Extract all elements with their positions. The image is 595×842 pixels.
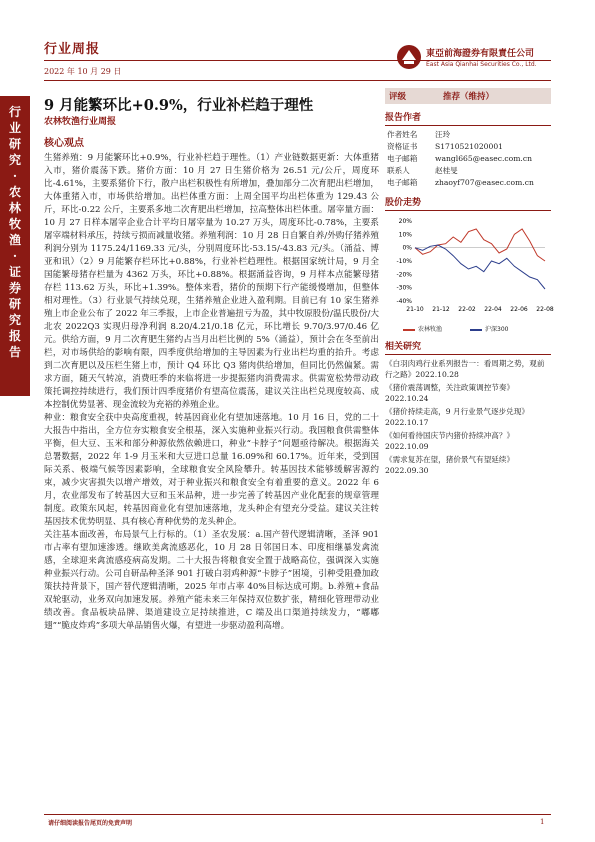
analyst-row — [385, 177, 551, 189]
x-tick-label: 21-10 — [406, 306, 424, 313]
analyst-row — [385, 129, 551, 141]
company-name-cn: 東亞前海證券有限責任公司 — [426, 49, 535, 59]
series-line — [415, 229, 545, 261]
analyst-row — [385, 153, 551, 165]
related-report-link[interactable]: 《如何看待国庆节内猪价持续冲高？》2022.10.09 — [385, 431, 515, 451]
analyst-field-label: 联系人 — [387, 166, 410, 175]
y-tick-label: 20% — [398, 218, 412, 225]
right-column — [385, 88, 554, 478]
page-number: 1 — [540, 818, 545, 826]
analyst-field-label: 资格证书 — [387, 142, 418, 151]
related-report-link[interactable]: 《猪价震荡调整，关注政策调控节奏》2022.10.24 — [385, 383, 515, 403]
related-heading: 相关研究 — [385, 339, 551, 355]
analyst-row — [385, 141, 551, 153]
series-line — [415, 245, 545, 289]
footer-disclaimer[interactable]: 请仔细阅读报告尾页的免责声明 — [48, 820, 133, 827]
legend-label: 沪深300 — [485, 326, 509, 333]
x-tick-label: 22-06 — [510, 306, 528, 313]
analyst-heading: 报告作者 — [385, 110, 551, 126]
report-subtitle: 农林牧渔行业周报 — [44, 117, 117, 127]
paragraph-seed: 种业：粮食安全获中央高度重视，转基因商业化有望加速落地。10 月 16 日，党的二十大报告中指出，全方位夯实粮食安全根基，深入实施种业振兴行动。我国粮食供需整体平衡，但大豆、玉米和部分种源依然依赖进口，种业“卡脖子”问题亟待解决。根据海关总署数据，2022 年 1-9 月玉米和大豆进口总量 16.09%和 60.17%。近年来，受到国际关系、极端气候等因素影响，全球粮食安全风险攀升。转基因技术能够缓解害源约束，减少灾害损失以增产增效，对于种业振兴和粮食安全有着重要的意义。2022 年 6 月，农业部发布了转基因大豆和玉米品种，进一步完善了转基因产业化配套的规章管理制度。政策东风起，转基因商业化有望加速落地，龙头种企有望充分受益。建议关注转基因技术优势明显、具有核心育种优势的龙头种企。 — [44, 413, 379, 527]
analyst-field-value[interactable]: wangl665@easec.com.cn — [435, 154, 532, 163]
legend-entry — [403, 326, 456, 333]
x-tick-label: 21-12 — [432, 306, 450, 313]
y-tick-label: -30% — [396, 284, 412, 292]
report-date: 2022 年 10 月 29 日 — [44, 67, 122, 76]
chart-legend — [403, 324, 536, 333]
paragraph-pig: 生猪养殖：9 月能繁环比+0.9%，行业补栏趋于理性。（1）产业链数据更新：大体重猪入市，猪价震荡下跌。猪价方面：10 月 27 日生猪价格为 26.51 元/公斤，周度环比-4.61%，主要系猪价下行，散户出栏积极性有所增加，叠加部分二次育肥出栏增加，大体重猪入市，市场供给增加。出栏体重方面：上周全国平均出栏体重为 129.43 公斤，环比-0.22 公斤，主要系多地二次育肥出栏增加，拉高整体出栏体重。屠宰量方面：10 月 27 日样本屠宰企业合计平均日屠宰量为 10.27 万头，周度环比-0.78%，主要系屠宰端材料承压，持续亏损而减量收猪。养殖利润：10 月 28 日自繁自养/外购仔猪养殖利润分别为 1175.24/1169.33 元/头，分别周度环比-53.15/-43.83 元/头。（涌益、博亚和讯）（2）9 月能繁存栏环比+0.88%，行业补栏趋理性。根据国家统计局，9 月全国能繁母猪存栏量为 4362 万头，环比+0.88%。根据涌益咨询，9 月样本点能繁母猪存栏 113.62 万头，环比+1.39%。整体来看，猪价的预期下行产能缓慢增加，但整体相对理性。（3）行业景气持续兑现，生猪养殖企业进入盈利期。目前已有 10 家生猪养殖上市企业公布了 2022 年三季报，上市企业普遍扭亏为盈，其中牧原股份/温氏股份/大北农 2022Q3 实现归母净利润 8.20/4.21/0.18 亿元，环比增长 9.70/3.97/0.46 亿元。供给方面，9 月二次育肥生猪约占当月出栏比例的 5%（涌益），预计会在冬至前出栏，对市场供给的影响有限，四季度供给增加的主导因素为行业出栏均重的抬升。考虑到二次育肥以及压栏生猪上市，预计 Q4 环比 Q3 猪肉供给增加，但同比仍然偏紧。需求方面，随天气转凉，消费旺季的来临将进一步提振猪肉消费需求。供需宽松势带动政策托调控持续进行，我们预计四季度猪价有望高位震荡，建议关注出栏兑现度较高、成本控制优势显著、现金流较为充裕的养殖企业。 — [44, 153, 379, 410]
y-tick-label: -20% — [396, 271, 412, 279]
x-tick-label: 22-08 — [536, 306, 554, 313]
header-title: 行业周报 — [44, 42, 101, 57]
chart-svg — [385, 215, 554, 321]
related-report-link[interactable]: 《需求复苏在望，猪价景气有望延续》2022.09.30 — [385, 455, 515, 475]
analyst-row — [385, 165, 551, 177]
analyst-field-value[interactable]: zhaoyf707@easec.com.cn — [435, 178, 534, 187]
y-tick-label: 0% — [402, 244, 412, 252]
header-rule-bottom — [44, 80, 551, 81]
analyst-field-label: 电子邮箱 — [387, 178, 418, 187]
analyst-field-value: S1710521020001 — [435, 142, 504, 151]
rating-label: 评级 — [389, 92, 407, 102]
rating-bar — [385, 88, 551, 104]
related-report-link[interactable]: 《猪价持续走高，9 月行业景气逐步兑现》2022.10.17 — [385, 407, 529, 427]
chart-heading: 股价走势 — [385, 195, 551, 211]
section-heading: 核心观点 — [44, 138, 84, 149]
related-report-link[interactable]: 《白羽肉鸡行业系列报告一：看周期之势，观前行之路》2022.10.28 — [385, 359, 545, 379]
x-tick-label: 22-02 — [458, 306, 476, 313]
paragraph-picks: 关注基本面改善，布局景气上行标的。（1）圣农发展：a.国产替代逻辑清晰，圣泽 901 市占率有望加速渗透。继欧美禽流感恶化，10 月 28 日邻国日本、印度相继暴发禽流感，全球迎来禽流感疫病高发期。二十大报告将粮食安全置于战略高位，强调深入实施种业振兴行动。公司自研品种圣泽 901 打破白羽鸡种源“卡脖子”困境，引种受阻叠加政策扶持背景下，国产替代逻辑清晰，2025 年市占率 40%目标达成可期。b.养殖+食品双轮驱动，业务双向加速发展。养殖产能未来三年保持双位数扩张，精细化管理带动业绩改善。食品板块品牌、渠道建设立足持续推进，C 端及出口渠道持续发力，“嘟嘟翅”“脆皮炸鸡”多项大单品销售火爆，有望进一步驱动盈利高增。 — [44, 530, 379, 631]
y-tick-label: -10% — [396, 258, 412, 265]
analyst-field-value: 汪玲 — [435, 130, 451, 139]
y-tick-label: -40% — [396, 298, 412, 305]
analyst-field-label: 电子邮箱 — [387, 154, 418, 163]
related-list — [385, 358, 551, 476]
company-logo-icon — [396, 44, 422, 70]
footer-rule — [44, 814, 551, 815]
legend-entry — [470, 326, 522, 333]
x-tick-label: 22-04 — [484, 306, 502, 313]
body-column — [44, 152, 379, 633]
analyst-field-label: 作者姓名 — [387, 130, 418, 139]
company-name-en: East Asia Qianhai Securities Co., Ltd. — [426, 61, 537, 68]
analyst-table — [385, 129, 551, 189]
rating-value: 推荐（维持） — [443, 92, 495, 102]
sidebar-band — [0, 96, 30, 396]
stock-chart — [385, 215, 554, 333]
legend-label: 农林牧渔 — [418, 326, 443, 333]
sidebar-text: 行业研究·农林牧渔·证券研究报告 — [8, 105, 21, 359]
report-title: 9 月能繁环比+0.9%，行业补栏趋于理性 — [44, 97, 314, 114]
y-tick-label: 10% — [398, 231, 412, 239]
analyst-field-value: 赵桂旻 — [435, 166, 458, 175]
